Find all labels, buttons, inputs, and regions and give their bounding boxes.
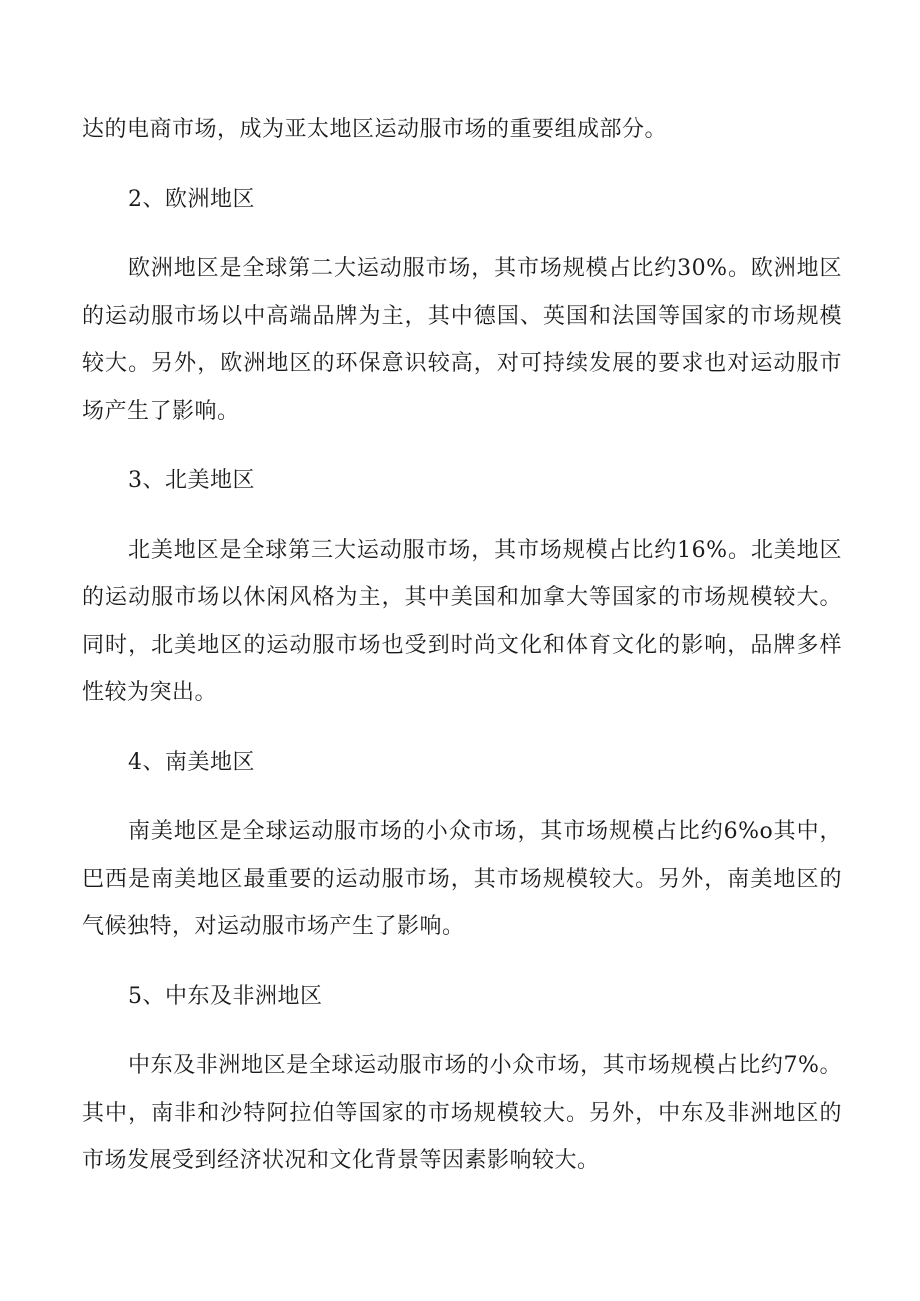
- heading-north-america: 3、北美地区: [128, 468, 255, 493]
- heading-south-america: 4、南美地区: [128, 749, 255, 775]
- paragraph-europe: 欧洲地区是全球第二大运动服市场，其市场规模占比约30%。欧洲地区的运动服市场以中高端品牌为主，其中德国、英国和法国等国家的市场规模较大。另外，欧洲地区的环保意识较高，对可持续发展的要求也对运动服市场产生了影响。: [82, 256, 842, 424]
- paragraph-south-america: 南美地区是全球运动服市场的小众市场，其市场规模占比约6%o其中，巴西是南美地区最重要的运动服市场，其市场规模较大。另外，南美地区的气候独特，对运动服市场产生了影响。: [82, 819, 842, 939]
- paragraph-north-america: 北美地区是全球第三大运动服市场，其市场规模占比约16%。北美地区的运动服市场以休闲风格为主，其中美国和加拿大等国家的市场规模较大。同时，北美地区的运动服市场也受到时尚文化和体育文化的影响，品牌多样性较为突出。: [82, 537, 842, 705]
- heading-middle-east-africa: 5、中东及非洲地区: [128, 983, 323, 1009]
- heading-europe: 2、欧洲地区: [128, 186, 255, 212]
- paragraph-continuation: 达的电商市场，成为亚太地区运动服市场的重要组成部分。: [82, 117, 668, 142]
- document-body: [82, 106, 842, 1185]
- paragraph-middle-east-africa: 中东及非洲地区是全球运动服市场的小众市场，其市场规模占比约7%。其中，南非和沙特阿拉伯等国家的市场规模较大。另外，中东及非洲地区的市场发展受到经济状况和文化背景等因素影响较大。: [82, 1053, 842, 1173]
